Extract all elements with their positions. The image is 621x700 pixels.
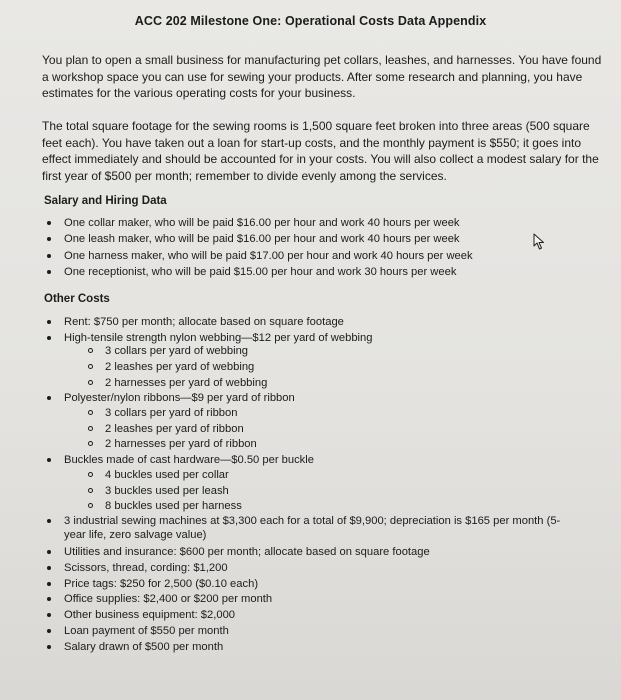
webbing-sub-collars: 3 collars per yard of webbing — [105, 345, 249, 357]
bullet — [47, 597, 51, 601]
bullet — [47, 458, 51, 462]
scissors-item: Scissors, thread, cording: $1,200 — [64, 562, 228, 574]
salary-item-collar-maker: One collar maker, who will be paid $16.00 per hour and work 40 hours per week — [64, 217, 460, 229]
salary-heading: Salary and Hiring Data — [44, 195, 167, 207]
details-paragraph: The total square footage for the sewing rooms is 1,500 square feet broken into three areas (500 square feet each). You have taken out a loan for start-up costs, and the monthly payment is $550; it goes into effect immediately and should be accounted for in your costs. You will also collect a modest salary for the first year of $500 per month; remember to divide evenly among the services. — [42, 119, 599, 183]
bullet — [47, 629, 51, 633]
salary-item-harness-maker: One harness maker, who will be paid $17.00 per hour and work 40 hours per week — [64, 250, 473, 262]
ribbon-item: Polyester/nylon ribbons—$9 per yard of ribbon — [64, 392, 295, 404]
sub-bullet — [88, 472, 93, 477]
utilities-item: Utilities and insurance: $600 per month; allocate based on square footage — [64, 546, 430, 558]
bullet — [47, 254, 51, 258]
ribbon-sub-collars: 3 collars per yard of ribbon — [105, 407, 238, 419]
buckles-sub-collar: 4 buckles used per collar — [105, 469, 229, 481]
bullet — [47, 270, 51, 274]
sub-bullet — [88, 488, 93, 493]
sub-bullet — [88, 441, 93, 446]
bullet — [47, 519, 51, 523]
buckles-sub-harness: 8 buckles used per harness — [105, 500, 242, 512]
sub-bullet — [88, 410, 93, 415]
sub-bullet — [88, 380, 93, 385]
loan-payment-item: Loan payment of $550 per month — [64, 625, 229, 637]
buckles-sub-leash: 3 buckles used per leash — [105, 485, 229, 497]
webbing-sub-harnesses: 2 harnesses per yard of webbing — [105, 377, 268, 389]
bullet — [47, 613, 51, 617]
webbing-item: High-tensile strength nylon webbing—$12 per yard of webbing — [64, 332, 373, 344]
sub-bullet — [88, 503, 93, 508]
business-equipment-item: Other business equipment: $2,000 — [64, 609, 236, 621]
sub-bullet — [88, 364, 93, 369]
price-tags-item: Price tags: $250 for 2,500 ($0.10 each) — [64, 578, 259, 590]
other-costs-heading: Other Costs — [44, 293, 110, 305]
bullet — [47, 320, 51, 324]
ribbon-sub-harnesses: 2 harnesses per yard of ribbon — [105, 438, 257, 450]
bullet — [47, 582, 51, 586]
sub-bullet — [88, 348, 93, 353]
buckles-item: Buckles made of cast hardware—$0.50 per buckle — [64, 454, 314, 466]
mouse-pointer-icon — [533, 233, 547, 251]
bullet — [47, 566, 51, 570]
ribbon-sub-leashes: 2 leashes per yard of ribbon — [105, 423, 244, 435]
office-supplies-item: Office supplies: $2,400 or $200 per month — [64, 593, 273, 605]
sub-bullet — [88, 426, 93, 431]
intro-paragraph: You plan to open a small business for manufacturing pet collars, leashes, and harnesses. You have found a workshop space you can use for sewing your products. After some research and planning, you have estimates for the various operating costs for your business. — [42, 53, 602, 100]
bullet — [47, 237, 51, 241]
bullet — [47, 645, 51, 649]
salary-item-leash-maker: One leash maker, who will be paid $16.00 per hour and work 40 hours per week — [64, 233, 460, 245]
bullet — [47, 396, 51, 400]
machines-item-continued: year life, zero salvage value) — [64, 529, 207, 541]
webbing-sub-leashes: 2 leashes per yard of webbing — [105, 361, 255, 373]
bullet — [47, 221, 51, 225]
rent-item: Rent: $750 per month; allocate based on square footage — [64, 316, 344, 328]
salary-item-receptionist: One receptionist, who will be paid $15.00 per hour and work 30 hours per week — [64, 266, 457, 278]
salary-drawn-item: Salary drawn of $500 per month — [64, 641, 224, 653]
bullet — [47, 336, 51, 340]
document-title: ACC 202 Milestone One: Operational Costs Data Appendix — [134, 14, 487, 28]
bullet — [47, 550, 51, 554]
machines-item: 3 industrial sewing machines at $3,300 each for a total of $9,900; depreciation is $165 per month (5- — [64, 515, 561, 527]
